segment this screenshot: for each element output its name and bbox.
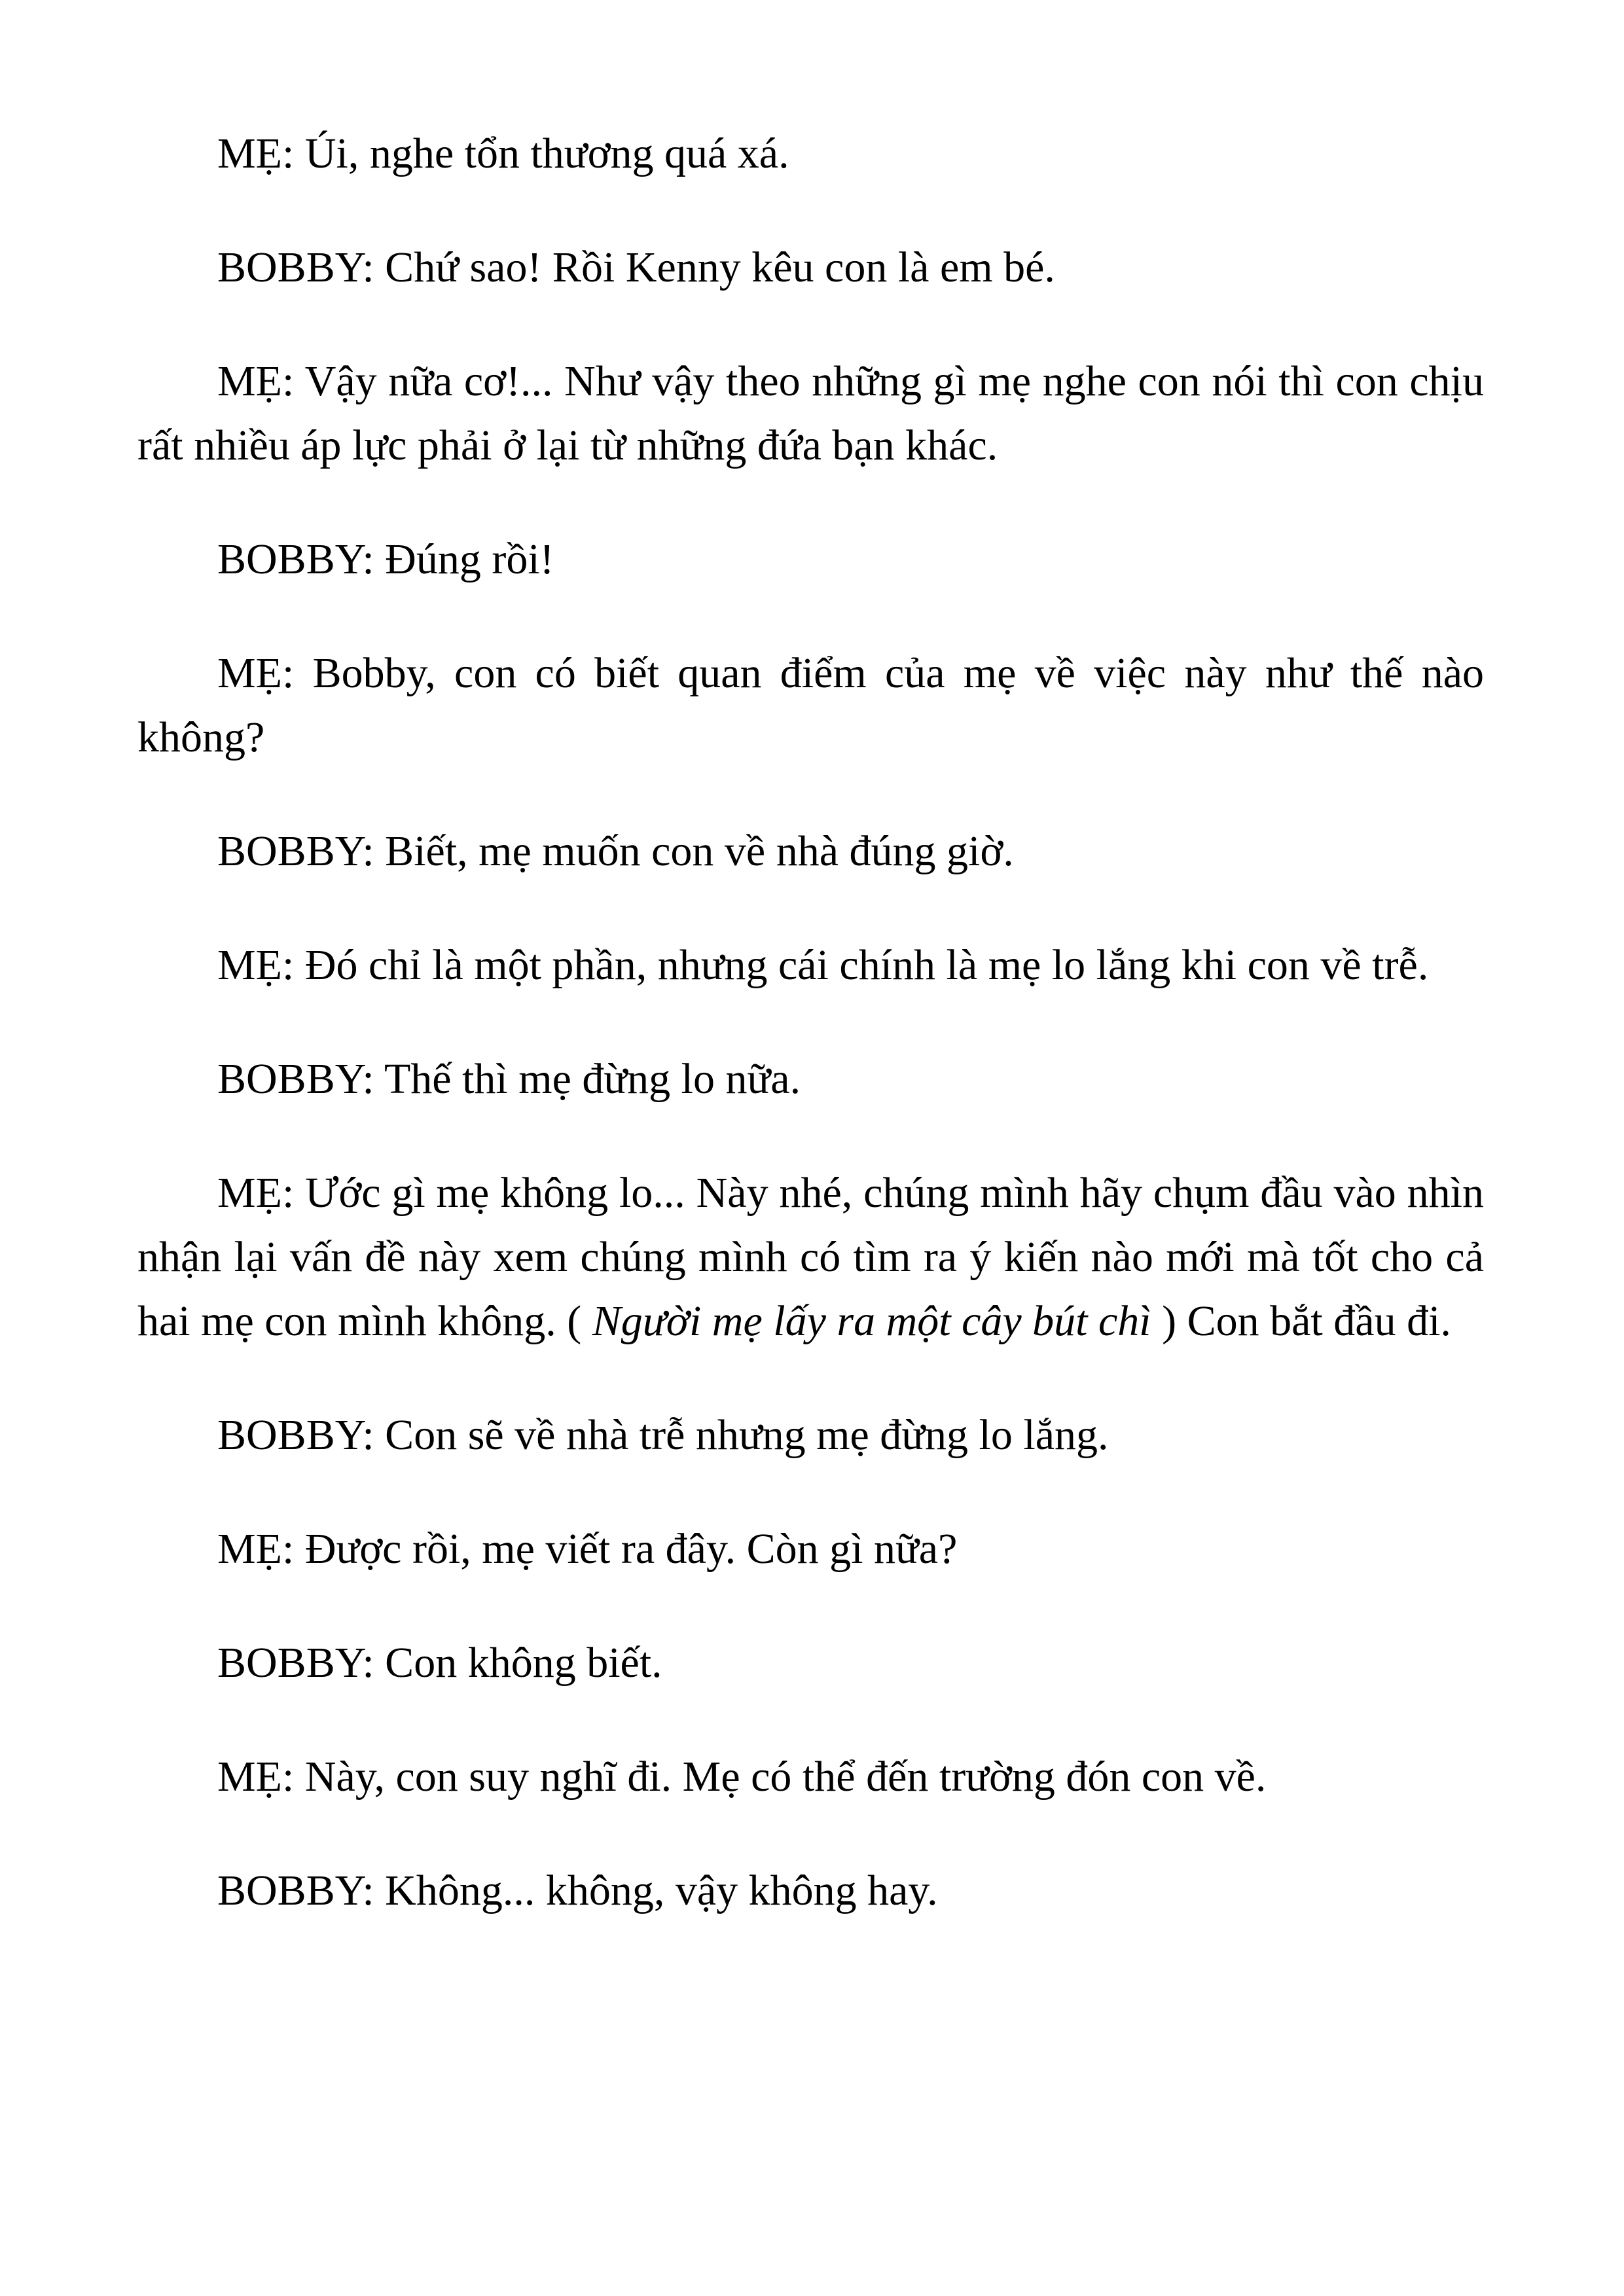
dialogue-paragraph (137, 819, 1484, 884)
speaker-label: MẸ (217, 1753, 282, 1801)
dialogue-paragraph (137, 1745, 1484, 1809)
dialogue-paragraph (137, 1517, 1484, 1581)
dialogue-text: : Con sẽ về nhà trễ nhưng mẹ đừng lo lắng. (362, 1411, 1109, 1459)
dialogue-text: : Được rồi, mẹ viết ra đây. Còn gì nữa? (282, 1525, 958, 1573)
dialogue-paragraph (137, 1403, 1484, 1467)
dialogue-paragraph (137, 236, 1484, 300)
dialogue-paragraph (137, 350, 1484, 478)
speaker-label: MẸ (217, 1169, 282, 1217)
dialogue-text: : Biết, mẹ muốn con về nhà đúng giờ. (362, 827, 1014, 875)
dialogue-text: ) Con bắt đầu đi. (1151, 1297, 1451, 1345)
dialogue-paragraph (137, 1631, 1484, 1695)
speaker-label: MẸ (217, 357, 282, 405)
dialogue-text: : Úi, nghe tổn thương quá xá. (282, 130, 789, 177)
dialogue-paragraph (137, 641, 1484, 770)
stage-direction: Người mẹ lấy ra một cây bút chì (592, 1297, 1151, 1345)
speaker-label: BOBBY (217, 1411, 363, 1459)
dialogue-text: : Đúng rồi! (362, 535, 554, 583)
speaker-label: BOBBY (217, 243, 363, 291)
dialogue-paragraph (137, 122, 1484, 186)
dialogue-paragraph (137, 933, 1484, 997)
dialogue-text: : Chứ sao! Rồi Kenny kêu con là em bé. (362, 243, 1055, 291)
speaker-label: BOBBY (217, 535, 363, 583)
speaker-label: MẸ (217, 941, 282, 989)
dialogue-text: : Vậy nữa cơ!... Như vậy theo những gì mẹ nghe con nói thì con chịu rất nhiều áp lực phải ở lại từ những đứa bạn khác. (137, 357, 1484, 469)
speaker-label: BOBBY (217, 1055, 363, 1103)
speaker-label: MẸ (217, 130, 282, 177)
dialogue-text: : Con không biết. (362, 1639, 662, 1687)
dialogue-paragraph (137, 1047, 1484, 1111)
speaker-label: MẸ (217, 1525, 282, 1573)
speaker-label: BOBBY (217, 1639, 363, 1687)
dialogue-text: : Thế thì mẹ đừng lo nữa. (362, 1055, 801, 1103)
dialogue-paragraph (137, 528, 1484, 592)
dialogue-text: : Không... không, vậy không hay. (362, 1867, 938, 1914)
speaker-label: BOBBY (217, 827, 363, 875)
dialogue-paragraph (137, 1161, 1484, 1354)
dialogue-paragraph (137, 1859, 1484, 1923)
dialogue-text: : Ước gì mẹ không lo... Này nhé, chúng mình hãy chụm đầu vào nhìn nhận lại vấn đề này xem chúng mình có tìm ra ý kiến nào mới mà tốt cho cả hai mẹ con mình không. ( (137, 1169, 1484, 1345)
dialogue-text: : Đó chỉ là một phần, nhưng cái chính là mẹ lo lắng khi con về trễ. (282, 941, 1429, 989)
speaker-label: MẸ (217, 649, 282, 697)
dialogue-text: : Này, con suy nghĩ đi. Mẹ có thể đến trường đón con về. (282, 1753, 1267, 1801)
speaker-label: BOBBY (217, 1867, 363, 1914)
dialogue-text: : Bobby, con có biết quan điểm của mẹ về việc này như thế nào không? (137, 649, 1484, 761)
